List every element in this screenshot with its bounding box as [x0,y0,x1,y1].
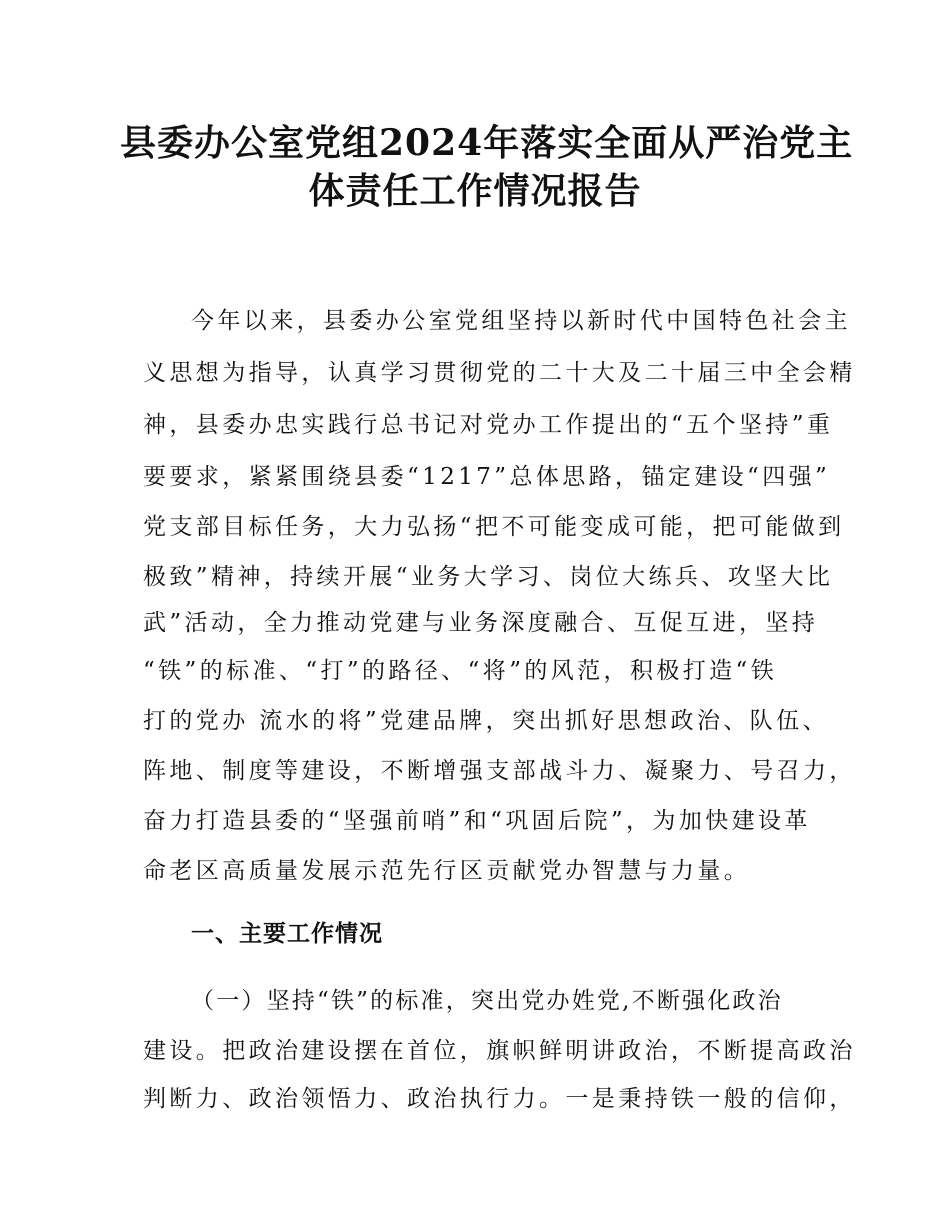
intro-line: 今年以来，县委办公室党组坚持以新时代中国特色社会主 [191,308,851,334]
document-title-line-2: 体责任工作情况报告 [308,170,642,212]
section-line: 建设。把政治建设摆在首位，旗帜鲜明讲政治，不断提高政治 [143,1038,856,1064]
section-line: 判断力、政治领悟力、政治执行力。一是秉持铁一般的信仰， [143,1086,856,1112]
document-title-line-1: 县委办公室党组2024年落实全面从严治党主 [120,122,854,164]
intro-line: 阵地、制度等建设，不断增强支部战斗力、凝聚力、号召力， [143,758,856,784]
intro-line: 极致”精神，持续开展“业务大学习、岗位大练兵、攻坚大比 [143,564,834,590]
intro-line: 打的党办 流水的将”党建品牌，突出抓好思想政治、队伍、 [143,708,829,734]
intro-line: 义思想为指导，认真学习贯彻党的二十大及二十届三中全会精 [143,360,856,386]
section-line: （一）坚持“铁”的标准，突出党办姓党,不断强化政治 [191,988,783,1014]
intro-line: 要要求，紧紧围绕县委“1217”总体思路，锚定建设“四强” [143,464,831,490]
intro-line: “铁”的标准、“打”的路径、“将”的风范，积极打造“铁 [143,658,778,684]
intro-line: 神，县委办忠实践行总书记对党办工作提出的“五个坚持”重 [143,412,834,438]
intro-line: 奋力打造县委的“坚强前哨”和“巩固后院”，为加快建设革 [143,808,811,834]
section-heading: 一、主要工作情况 [191,921,383,947]
intro-line: 命老区高质量发展示范先行区贡献党办智慧与力量。 [143,858,751,884]
intro-line: 武”活动，全力推动党建与业务深度融合、互促互进，坚持 [143,610,819,636]
intro-line: 党支部目标任务，大力弘扬“把不可能变成可能，把可能做到 [143,514,845,540]
